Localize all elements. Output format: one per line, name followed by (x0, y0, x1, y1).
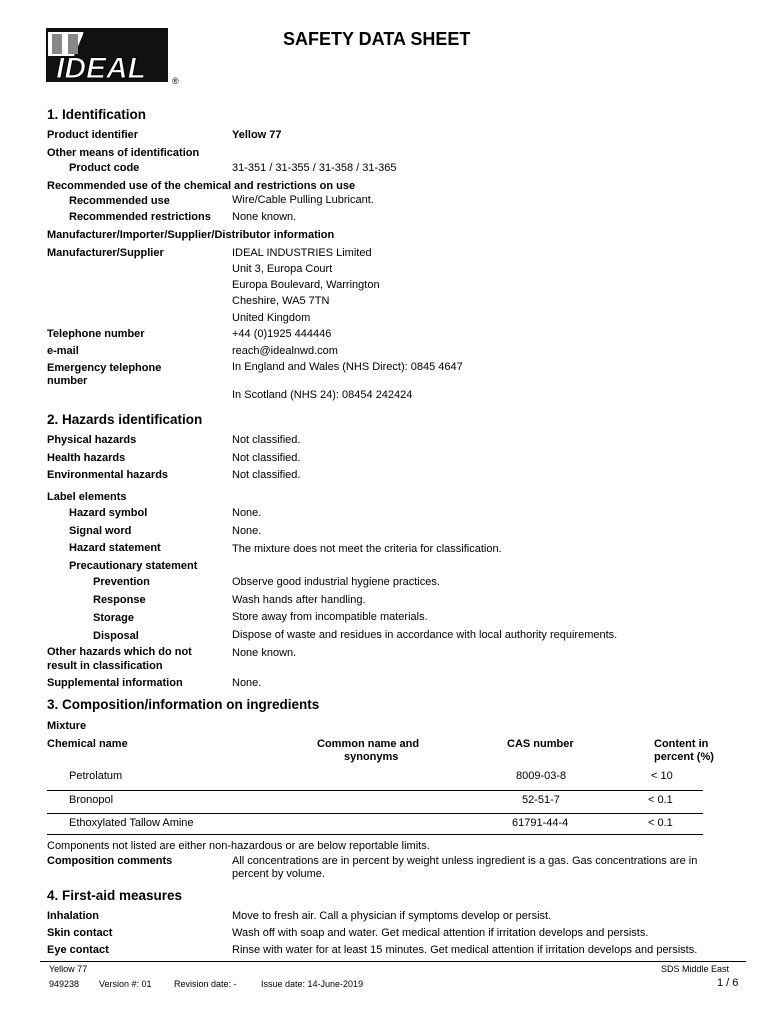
footer-revision-date: Revision date: - (174, 979, 237, 989)
prevention-label: Prevention (93, 576, 150, 588)
health-hazards-label: Health hazards (47, 452, 126, 464)
manufacturer-line: Cheshire, WA5 7TN (232, 295, 330, 307)
footer-rule (40, 961, 746, 962)
emergency-label: Emergency telephone (47, 362, 162, 374)
section-4-heading: 4. First-aid measures (47, 888, 183, 903)
product-code-label: Product code (69, 162, 140, 174)
skin-contact-label: Skin contact (47, 927, 113, 939)
content-cell: < 10 (651, 770, 673, 782)
table-row-divider (47, 813, 703, 814)
chemical-name-cell: Petrolatum (69, 770, 123, 782)
column-header-content-cont: percent (%) (654, 751, 714, 763)
section-1-heading: 1. Identification (47, 107, 147, 122)
hazard-statement-value: The mixture does not meet the criteria for classification. (232, 543, 502, 555)
footer-page-number: 1 / 6 (717, 977, 739, 989)
column-header-cas-number: CAS number (507, 738, 574, 750)
logo-wordmark: IDEAL (56, 52, 146, 85)
ideal-logo (44, 26, 184, 88)
product-identifier-label: Product identifier (47, 129, 139, 141)
hazard-statement-label: Hazard statement (69, 542, 161, 554)
column-header-common-name-cont: synonyms (344, 751, 399, 763)
manufacturer-heading: Manufacturer/Importer/Supplier/Distributor information (47, 229, 335, 241)
footer-version: Version #: 01 (99, 979, 152, 989)
recommended-restrictions-label: Recommended restrictions (69, 211, 211, 223)
recommended-restrictions-value: None known. (232, 211, 297, 223)
page-title: SAFETY DATA SHEET (283, 29, 471, 49)
column-header-content: Content in (654, 738, 709, 750)
inhalation-label: Inhalation (47, 910, 99, 922)
eye-contact-value: Rinse with water for at least 15 minutes. Get medical attention if irritation develops and persists. (232, 944, 698, 956)
emergency-value-england: In England and Wales (NHS Direct): 0845 4647 (232, 361, 463, 373)
emergency-value-scotland: In Scotland (NHS 24): 08454 242424 (232, 389, 413, 401)
disposal-value: Dispose of waste and residues in accordance with local authority requirements. (232, 629, 618, 641)
recommended-use-value: Wire/Cable Pulling Lubricant. (232, 194, 374, 206)
storage-value: Store away from incompatible materials. (232, 611, 428, 623)
cas-number-cell: 52-51-7 (522, 794, 560, 806)
other-hazards-label-cont: result in classification (47, 660, 163, 672)
ideal-logo-graphic (44, 26, 184, 88)
precautionary-statement-label: Precautionary statement (69, 560, 198, 572)
environmental-hazards-label: Environmental hazards (47, 469, 169, 481)
content-cell: < 0.1 (648, 794, 673, 806)
content-cell: < 0.1 (648, 817, 673, 829)
footer-sds-region: SDS Middle East (661, 964, 730, 974)
emergency-label-cont: number (47, 375, 88, 387)
cas-number-cell: 8009-03-8 (516, 770, 567, 782)
footer-product-name: Yellow 77 (49, 964, 88, 974)
environmental-hazards-value: Not classified. (232, 469, 301, 481)
other-means-label: Other means of identification (47, 147, 200, 159)
hazard-symbol-value: None. (232, 507, 262, 519)
email-label: e-mail (47, 345, 79, 357)
manufacturer-line: IDEAL INDUSTRIES Limited (232, 247, 372, 259)
footer-issue-date: Issue date: 14-June-2019 (261, 979, 364, 989)
inhalation-value: Move to fresh air. Call a physician if symptoms develop or persist. (232, 910, 552, 922)
recommended-use-label: Recommended use (69, 195, 170, 207)
label-elements-label: Label elements (47, 491, 127, 503)
skin-contact-value: Wash off with soap and water. Get medical attention if irritation develops and persists. (232, 927, 649, 939)
table-bottom-rule (47, 834, 703, 835)
response-value: Wash hands after handling. (232, 594, 366, 606)
prevention-value: Observe good industrial hygiene practices. (232, 576, 440, 588)
telephone-value: +44 (0)1925 444446 (232, 328, 332, 340)
section-2-heading: 2. Hazards identification (47, 412, 203, 427)
manufacturer-line: Unit 3, Europa Court (232, 263, 333, 275)
manufacturer-line: Europa Boulevard, Warrington (232, 279, 380, 291)
manufacturer-line: United Kingdom (232, 312, 311, 324)
table-row-divider (47, 790, 703, 791)
composition-comments-label: Composition comments (47, 855, 173, 867)
composition-comments-value: All concentrations are in percent by weight unless ingredient is a gas. Gas concentrations are in (232, 855, 698, 867)
physical-hazards-value: Not classified. (232, 434, 301, 446)
chemical-name-cell: Ethoxylated Tallow Amine (69, 817, 194, 829)
manufacturer-label: Manufacturer/Supplier (47, 247, 164, 259)
supplemental-value: None. (232, 677, 262, 689)
logo-registered-mark: ® (172, 76, 179, 86)
physical-hazards-label: Physical hazards (47, 434, 137, 446)
composition-note: Components not listed are either non-hazardous or are below reportable limits. (47, 840, 430, 852)
disposal-label: Disposal (93, 630, 139, 642)
column-header-chemical-name: Chemical name (47, 738, 128, 750)
eye-contact-label: Eye contact (47, 944, 109, 956)
supplemental-label: Supplemental information (47, 677, 183, 689)
footer-document-number: 949238 (49, 979, 80, 989)
product-identifier-value: Yellow 77 (232, 129, 282, 141)
telephone-label: Telephone number (47, 328, 145, 340)
section-3-heading: 3. Composition/information on ingredients (47, 697, 320, 712)
storage-label: Storage (93, 612, 134, 624)
recommended-use-heading: Recommended use of the chemical and restrictions on use (47, 180, 356, 192)
email-value: reach@idealnwd.com (232, 345, 338, 357)
hazard-symbol-label: Hazard symbol (69, 507, 148, 519)
signal-word-label: Signal word (69, 525, 132, 537)
response-label: Response (93, 594, 146, 606)
other-hazards-value: None known. (232, 647, 297, 659)
health-hazards-value: Not classified. (232, 452, 301, 464)
composition-comments-value-cont: percent by volume. (232, 868, 325, 880)
chemical-name-cell: Bronopol (69, 794, 114, 806)
column-header-common-name: Common name and (317, 738, 420, 750)
cas-number-cell: 61791-44-4 (512, 817, 569, 829)
signal-word-value: None. (232, 525, 262, 537)
other-hazards-label: Other hazards which do not (47, 646, 192, 658)
product-code-value: 31-351 / 31-355 / 31-358 / 31-365 (232, 162, 397, 174)
mixture-label: Mixture (47, 720, 87, 732)
